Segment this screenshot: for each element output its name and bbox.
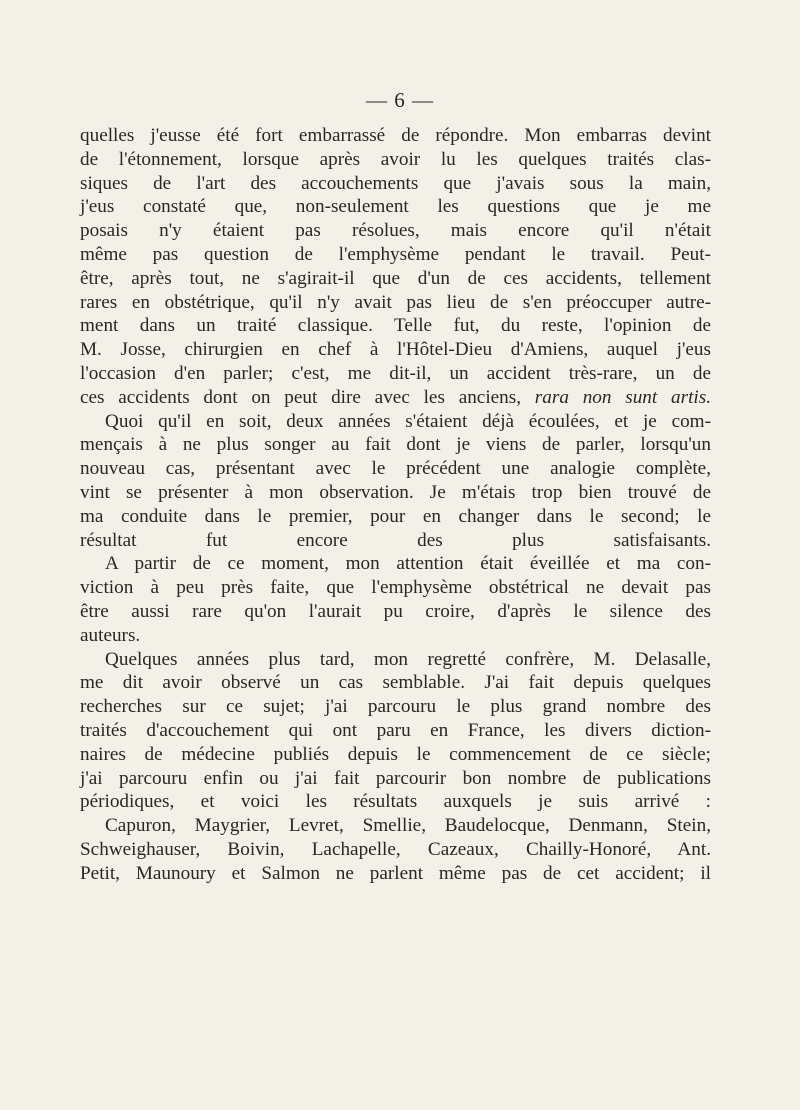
text-line: vint se présenter à mon observation. Je m'étais trop bien trouvé de — [80, 481, 711, 503]
text-line: auteurs. — [80, 624, 141, 646]
paragraph-1 — [80, 124, 711, 410]
text-line: siques de l'art des accouchements que j'avais sous la main, — [80, 172, 711, 194]
text-line: l'occasion d'en parler; c'est, me dit-il, un accident très-rare, un de — [80, 362, 711, 384]
text-line: recherches sur ce sujet; j'ai parcouru le plus grand nombre des — [80, 696, 711, 718]
text-line: mençais à ne plus songer au fait dont je viens de parler, lorsqu'un — [80, 434, 711, 456]
text-line: A partir de ce moment, mon attention était éveillée et ma con- — [105, 553, 711, 575]
text-line: posais n'y étaient pas résolues, mais encore qu'il n'était — [80, 220, 711, 242]
text-line: Schweighauser, Boivin, Lachapelle, Cazeaux, Chailly-Honoré, Ant. — [80, 838, 711, 860]
paragraph-4 — [80, 648, 711, 815]
text-line: même pas question de l'emphysème pendant le travail. Peut- — [80, 243, 711, 265]
text-line: M. Josse, chirurgien en chef à l'Hôtel-Dieu d'Amiens, auquel j'eus — [80, 339, 711, 361]
text-line: rares en obstétrique, qu'il n'y avait pas lieu de s'en préoccuper autre- — [80, 291, 711, 313]
text-line: j'ai parcouru enfin ou j'ai fait parcourir bon nombre de publications — [80, 767, 711, 789]
text-line: traités d'accouchement qui ont paru en France, les divers diction- — [80, 719, 711, 741]
paragraph-5 — [80, 814, 711, 885]
text-line: résultat fut encore des plus satisfaisants. — [80, 529, 711, 551]
text-line: j'eus constaté que, non-seulement les questions que je me — [80, 196, 711, 218]
text-line: être, après tout, ne s'agirait-il que d'un de ces accidents, tellement — [80, 267, 711, 289]
text-line: Petit, Maunoury et Salmon ne parlent même pas de cet accident; il — [80, 862, 711, 884]
body-text — [80, 124, 711, 886]
text-line: naires de médecine publiés depuis le commencement de ce siècle; — [80, 743, 711, 765]
page-number: — 6 — — [366, 88, 434, 112]
paragraph-2 — [80, 410, 711, 553]
text-line: ma conduite dans le premier, pour en changer dans le second; le — [80, 505, 711, 527]
text-line: me dit avoir observé un cas semblable. J'ai fait depuis quelques — [80, 672, 711, 694]
text-line: quelles j'eusse été fort embarrassé de répondre. Mon embarras devint — [80, 125, 711, 146]
paragraph-3 — [80, 552, 711, 647]
text-line: périodiques, et voici les résultats auxquels je suis arrivé : — [80, 791, 711, 813]
text-line-prefix: ces accidents dont on peut dire avec les anciens, — [80, 386, 535, 408]
text-line: Capuron, Maygrier, Levret, Smellie, Baudelocque, Denmann, Stein, — [105, 815, 711, 837]
text-line: viction à peu près faite, que l'emphysème obstétrical ne devait pas — [80, 577, 711, 599]
text-line: Quoi qu'il en soit, deux années s'étaient déjà écoulées, et je com- — [105, 410, 711, 432]
text-line: de l'étonnement, lorsque après avoir lu les quelques traités clas- — [80, 148, 711, 170]
text-line: nouveau cas, présentant avec le précédent une analogie complète, — [80, 458, 711, 480]
text-line: Quelques années plus tard, mon regretté confrère, M. Delasalle, — [105, 648, 711, 670]
text-line-last — [80, 386, 711, 410]
text-line: être aussi rare qu'on l'aurait pu croire, d'après le silence des — [80, 600, 711, 622]
latin-quote: rara non sunt artis. — [534, 386, 711, 408]
text-line: ment dans un traité classique. Telle fut, du reste, l'opinion de — [80, 315, 711, 337]
